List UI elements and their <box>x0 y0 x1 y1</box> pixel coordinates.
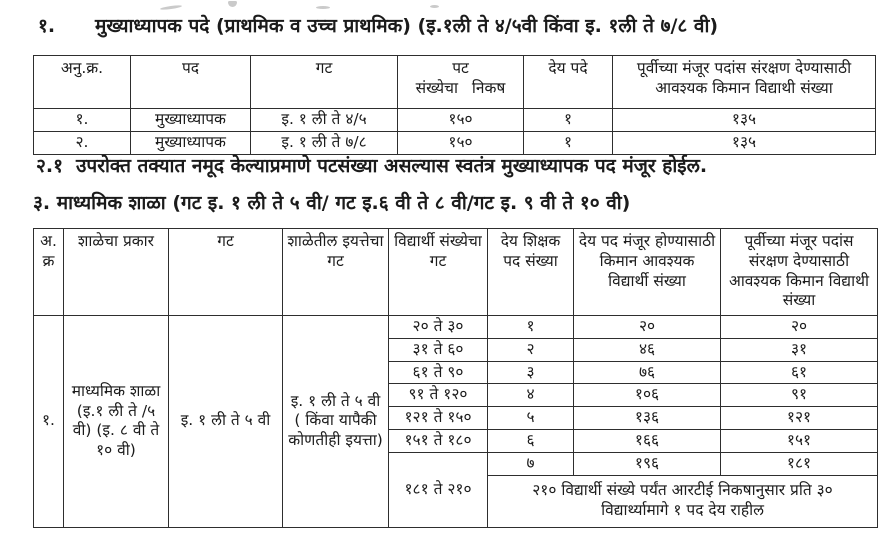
group-cell: इ. १ ली ते ४/५ <box>251 109 398 132</box>
serial-header-line1: अ. <box>40 232 57 250</box>
protection-min-cell: १२१ <box>721 407 878 430</box>
section-1-number: १. <box>38 15 56 37</box>
criterion-header-line2: संख्येचा निकष <box>415 78 506 97</box>
class-group-cell: इ. १ ली ते ५ वी ( किंवा यापैकी कोणतीही इयत्ता) <box>283 316 389 528</box>
protection-min-cell: १८१ <box>721 452 878 475</box>
protection-min-cell: २० <box>721 316 878 339</box>
student-range-cell: १५१ ते १८० <box>389 430 488 453</box>
sanction-min-cell: १६६ <box>574 430 721 453</box>
due-posts-header-cell: देय पदे <box>524 56 613 109</box>
student-range-cell: ३१ ते ६० <box>389 338 488 361</box>
student-range-cell: ९१ ते १२० <box>389 384 488 407</box>
teacher-posts-cell: ३ <box>488 361 574 384</box>
enrollment-criterion-cell: १५० <box>398 132 524 155</box>
protection-min-cell: १३५ <box>613 132 876 155</box>
sanction-min-cell: १९६ <box>574 452 721 475</box>
secondary-school-posts-table <box>33 228 878 528</box>
section-1-title: मुख्याध्यापक पदे (प्राथमिक व उच्च प्राथमिक) (इ.१ली ते ४/५वी किंवा इ. १ली ते ७/८ वी) <box>95 15 719 37</box>
scan-artifact <box>160 4 182 10</box>
teacher-posts-cell: १ <box>488 316 574 339</box>
post-cell: मुख्याध्यापक <box>131 109 251 132</box>
scan-artifact <box>316 6 330 9</box>
note-2-1 <box>36 152 707 178</box>
table-row <box>34 316 878 339</box>
protection-min-cell: ३१ <box>721 338 878 361</box>
headmaster-posts-table <box>33 55 876 155</box>
enrollment-criterion-header-cell <box>398 56 524 109</box>
teacher-posts-cell: ४ <box>488 384 574 407</box>
teacher-posts-cell: ५ <box>488 407 574 430</box>
enrollment-criterion-cell: १५० <box>398 109 524 132</box>
post-header-cell: पद <box>131 56 251 109</box>
sanction-min-header-cell: देय पद मंजूर होण्यासाठी किमान आवश्यक विद्यार्थी संख्या <box>574 229 721 316</box>
protection-header-cell: पूर्वीच्या मंजूर पदांस संरक्षण देण्यासाठी आवश्यक किमान विद्याथी संख्या <box>613 56 876 109</box>
scan-artifact <box>430 5 439 8</box>
sanction-min-cell: १०६ <box>574 384 721 407</box>
teacher-posts-cell: २ <box>488 338 574 361</box>
due-posts-cell: १ <box>524 132 613 155</box>
protection-min-header-cell: पूर्वीच्या मंजूर पदांस संरक्षण देण्यासाठी आवश्यक किमान विद्याथी संख्या <box>721 229 878 316</box>
student-range-cell: २० ते ३० <box>389 316 488 339</box>
sanction-min-cell: २० <box>574 316 721 339</box>
school-type-cell: माध्यमिक शाळा (इ.१ ली ते /५ वी) (इ. ८ वी ते १० वी) <box>64 316 169 528</box>
table-header-row <box>34 229 878 316</box>
section-3-heading: ३. माध्यमिक शाळा (गट इ. १ ली ते ५ वी/ गट इ.६ वी ते ८ वी/गट इ. ९ वी ते १० वी) <box>33 192 631 214</box>
rte-note-cell: २१० विद्यार्थी संख्ये पर्यंत आरटीई निकषानुसार प्रति ३० विद्यार्थ्यामागे १ पद देय राहील <box>488 475 878 527</box>
note-2-1-number: २.१ <box>36 155 63 177</box>
protection-min-cell: १५१ <box>721 430 878 453</box>
scan-artifact <box>228 1 237 7</box>
student-range-cell: १८१ ते २१० <box>389 452 488 527</box>
serial-header-cell <box>34 229 64 316</box>
criterion-header-line1: पट <box>452 59 469 77</box>
teacher-posts-cell: ७ <box>488 452 574 475</box>
sanction-min-cell: ४६ <box>574 338 721 361</box>
serial-cell: १. <box>34 109 131 132</box>
serial-cell: २. <box>34 132 131 155</box>
student-range-cell: ६१ ते ९० <box>389 361 488 384</box>
due-posts-cell: १ <box>524 109 613 132</box>
teacher-posts-cell: ६ <box>488 430 574 453</box>
serial-header-cell: अनु.क्र. <box>34 56 131 109</box>
group-header-cell: गट <box>169 229 283 316</box>
serial-cell: १. <box>34 316 64 528</box>
class-group-header-cell: शाळेतील इयत्तेचा गट <box>283 229 389 316</box>
sanction-min-cell: १३६ <box>574 407 721 430</box>
protection-min-cell: ६१ <box>721 361 878 384</box>
student-range-cell: १२१ ते १५० <box>389 407 488 430</box>
table-row <box>34 109 876 132</box>
protection-min-cell: १३५ <box>613 109 876 132</box>
sanction-min-cell: ७६ <box>574 361 721 384</box>
student-group-header-cell: विद्यार्थी संख्येचा गट <box>389 229 488 316</box>
section-1-heading <box>38 12 718 38</box>
post-cell: मुख्याध्यापक <box>131 132 251 155</box>
group-cell: इ. १ ली ते ५ वी <box>169 316 283 528</box>
school-type-header-cell: शाळेचा प्रकार <box>64 229 169 316</box>
group-header-cell: गट <box>251 56 398 109</box>
protection-min-cell: ९१ <box>721 384 878 407</box>
note-2-1-text: उपरोक्त तक्यात नमूद केल्याप्रमाणे पटसंख्या असल्यास स्वतंत्र मुख्याध्यापक पद मंजूर होईल. <box>76 155 708 177</box>
teacher-posts-header-cell: देय शिक्षक पद संख्या <box>488 229 574 316</box>
serial-header-line2: क्र <box>42 251 55 270</box>
table-header-row <box>34 56 876 109</box>
group-cell: इ. १ ली ते ७/८ <box>251 132 398 155</box>
